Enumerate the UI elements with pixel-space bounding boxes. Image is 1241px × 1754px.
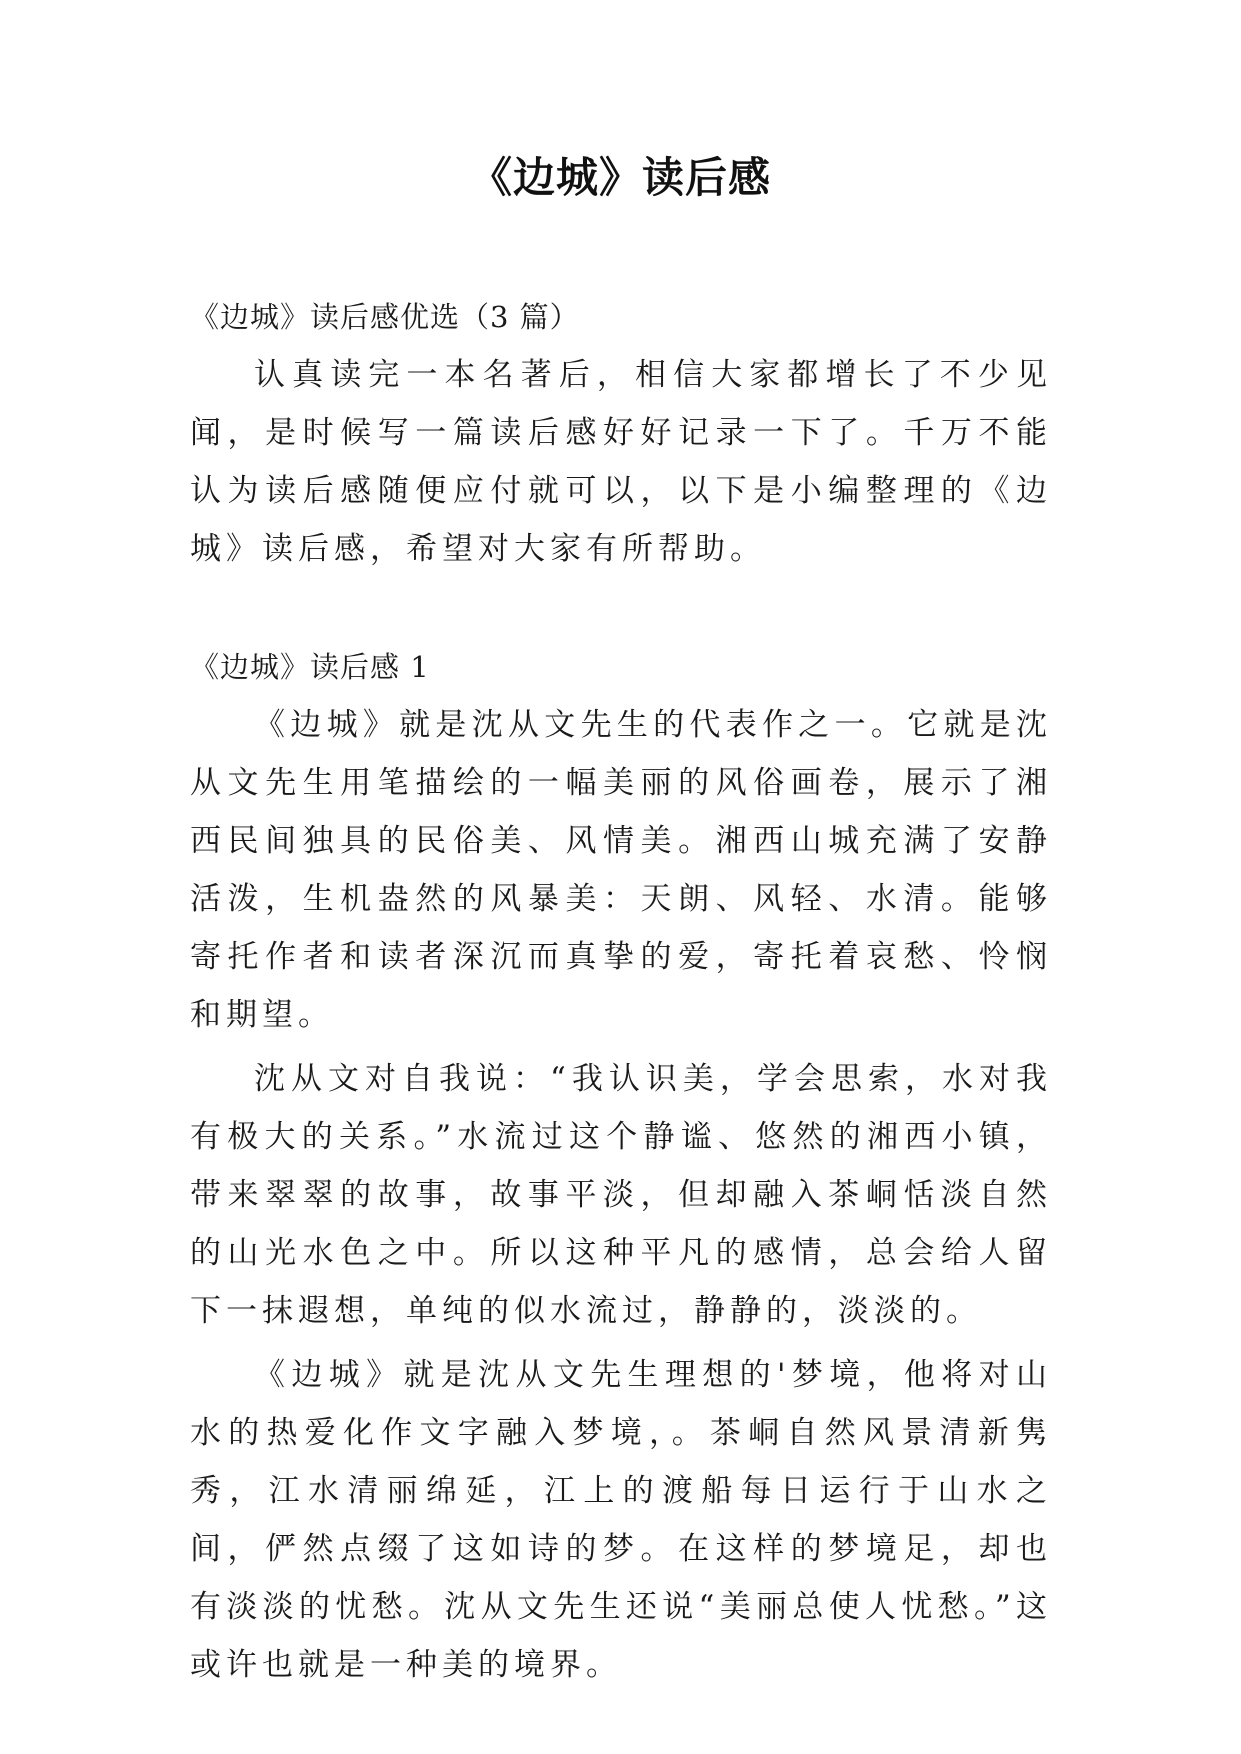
- document-body: [190, 288, 1052, 1694]
- section-spacer: [190, 578, 1052, 638]
- section1-paragraph-3: 《边城》就是沈从文先生理想的'梦境，他将对山水的热爱化作文字融入梦境，。茶峒自然风景清新隽秀，江水清丽绵延，江上的渡船每日运行于山水之间，俨然点缀了这如诗的梦。在这样的梦境足，却也有淡淡的忧愁。沈从文先生还说“美丽总使人忧愁。”这或许也就是一种美的境界。: [190, 1357, 1052, 1683]
- section1-paragraph-1: 《边城》就是沈从文先生的代表作之一。它就是沈从文先生用笔描绘的一幅美丽的风俗画卷，展示了湘西民间独具的民俗美、风情美。湘西山城充满了安静活泼，生机盎然的风暴美：天朗、风轻、水清。能够寄托作者和读者深沉而真挚的爱，寄托着哀愁、怜悯和期望。: [190, 707, 1052, 1033]
- intro-heading: 《边城》读后感优选（3 篇）: [190, 300, 580, 334]
- intro-paragraph: 认真读完一本名著后，相信大家都增长了不少见闻，是时候写一篇读后感好好记录一下了。千万不能认为读后感随便应付就可以，以下是小编整理的《边城》读后感，希望对大家有所帮助。: [190, 357, 1052, 567]
- document-title: 《边城》读后感: [469, 153, 771, 202]
- section1-paragraph-2: 沈从文对自我说：“我认识美，学会思索，水对我有极大的关系。”水流过这个静谧、悠然的湘西小镇，带来翠翠的故事，故事平淡，但却融入茶峒恬淡自然的山光水色之中。所以这种平凡的感情，总会给人留下一抹遐想，单纯的似水流过，静静的，淡淡的。: [190, 1061, 1052, 1329]
- section1-heading: 《边城》读后感 1: [190, 650, 430, 684]
